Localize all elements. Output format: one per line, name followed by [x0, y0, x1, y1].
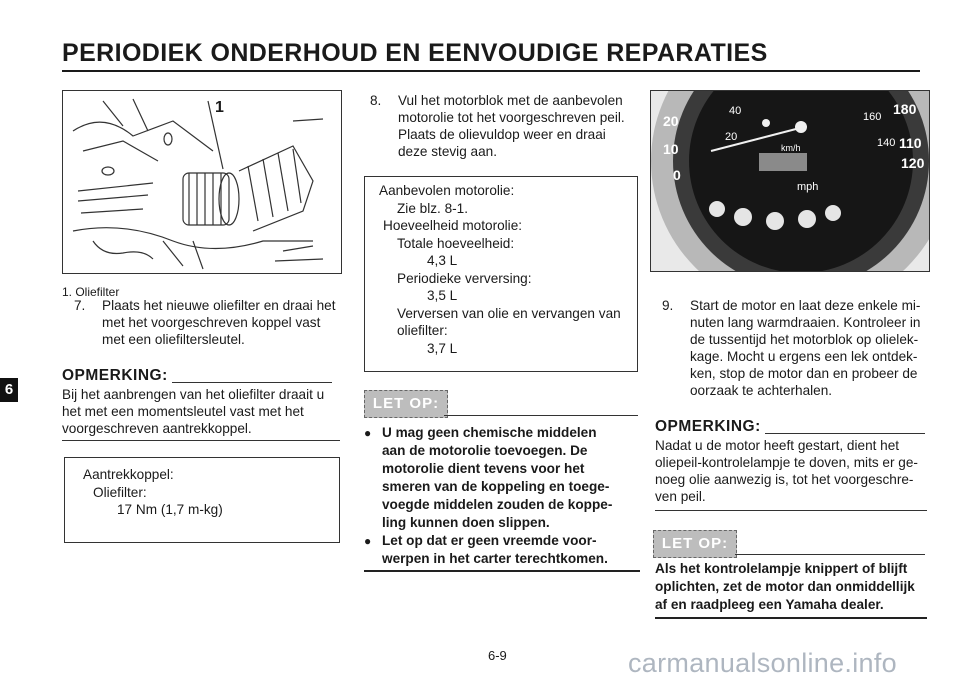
step-7-line: met een oliefiltersleutel. — [102, 332, 245, 347]
step-9-line: ken, stop de motor dan en probeer de — [690, 366, 918, 381]
caution-mid-line: werpen in het carter terechtkomen. — [382, 551, 608, 566]
oil-spec-line: 3,7 L — [427, 340, 458, 356]
page-title: PERIODIEK ONDERHOUD EN EENVOUDIGE REPARATIES — [62, 39, 768, 67]
speedometer-figure — [650, 90, 930, 272]
figure-caption: 1. Oliefilter — [62, 285, 120, 299]
note-right-line: noeg olie aanwezig is, tot het voorgeschre- — [655, 472, 914, 487]
note-right-body — [655, 437, 945, 505]
gauge-label: 110 — [899, 135, 922, 151]
gauge-label: 120 — [901, 155, 925, 171]
caution-mid-end-rule — [364, 570, 640, 572]
oil-spec-line: Periodieke verversing: — [397, 270, 532, 286]
note-left-line: het met een momentsleutel vast met het — [62, 404, 304, 419]
caution-right-end-rule — [655, 617, 927, 619]
bullet-dot-icon: ● — [364, 534, 372, 548]
caution-mid-line: U mag geen chemische middelen — [382, 425, 597, 440]
oil-spec-line: Totale hoeveelheid: — [397, 235, 515, 251]
caution-right-line: Als het kontrolelampje knippert of blijft — [655, 561, 908, 576]
caution-right-rule — [735, 554, 925, 555]
caution-mid-line: smeren van de koppeling en toege- — [382, 479, 610, 494]
step-9-line: Start de motor en laat deze enkele mi- — [690, 298, 921, 313]
note-right-heading: OPMERKING: — [655, 418, 761, 435]
step-7-line: Plaats het nieuwe oliefilter en draai het — [102, 298, 336, 313]
step-9-line: nuten lang warmdraaien. Kontroleer in — [690, 315, 921, 330]
step-9-line: oorzaak te achterhalen. — [690, 383, 833, 398]
caution-mid-line: ling kunnen doen slippen. — [382, 515, 550, 530]
caution-mid-bullet — [364, 532, 642, 568]
step-7-line: met het voorgeschreven koppel vast — [102, 315, 321, 330]
note-right-heading-rule — [765, 433, 925, 434]
oil-spec-line: oliefilter: — [397, 323, 448, 338]
torque-value: 17 Nm (1,7 m-kg) — [117, 502, 223, 517]
caution-mid-line: motorolie dient tevens voor het — [382, 461, 585, 476]
gauge-label: 160 — [863, 111, 882, 123]
caution-right-body — [655, 560, 940, 614]
caution-mid-rule — [444, 415, 638, 416]
step-7-number: 7. — [74, 298, 86, 313]
step-9-line: kage. Mocht u ergens een lek ontdek- — [690, 349, 918, 364]
caution-mid-list — [364, 424, 642, 568]
figure-callout: 1 — [215, 99, 224, 116]
caution-right-line: oplichten, zet de motor dan onmiddellijk — [655, 579, 915, 594]
step-8-line: motorolie tot het voorgeschreven peil. — [398, 110, 625, 125]
gauge-label: 0 — [673, 167, 681, 183]
gauge-label: 10 — [663, 141, 679, 157]
caution-right-line: af en raadpleeg een Yamaha dealer. — [655, 597, 884, 612]
note-left-heading: OPMERKING: — [62, 367, 168, 384]
note-right-line: oliepeil-kontrolelampje te doven, mits er ge- — [655, 455, 918, 470]
oil-filter-figure — [62, 90, 342, 274]
torque-item: Oliefilter: — [93, 484, 147, 500]
oil-spec-line: Aanbevolen motorolie: — [379, 183, 515, 198]
note-right-end-rule — [655, 510, 927, 511]
note-left-line: Bij het aanbrengen van het oliefilter draait u — [62, 387, 325, 402]
caution-mid-line: aan de motorolie toevoegen. De — [382, 443, 588, 458]
section-tab: 6 — [0, 378, 18, 402]
gauge-label: 40 — [729, 105, 742, 117]
oil-filter-illustration — [63, 91, 341, 273]
step-9 — [662, 297, 932, 399]
oil-spec-line: Verversen van olie en vervangen van — [397, 305, 621, 321]
caution-mid-line: voegde middelen zouden de koppe- — [382, 497, 613, 512]
caution-mid-bullet — [364, 424, 642, 532]
oil-spec-line: 4,3 L — [427, 253, 458, 268]
note-right-line: Nadat u de motor heeft gestart, dient het — [655, 438, 900, 453]
torque-box — [64, 457, 340, 543]
watermark: carmanualsonline.info — [628, 648, 897, 678]
step-9-line: de tussentijd het motorblok op olielek- — [690, 332, 919, 347]
torque-label: Aantrekkoppel: — [83, 467, 174, 482]
bullet-dot-icon: ● — [364, 426, 372, 440]
note-left-end-rule — [62, 440, 340, 441]
gauge-label: mph — [797, 181, 819, 193]
gauge-label: 140 — [877, 137, 896, 149]
gauge-label: km/h — [781, 143, 801, 153]
caution-mid-line: Let op dat er geen vreemde voor- — [382, 533, 597, 548]
caution-label-mid: LET OP: — [364, 390, 448, 418]
note-left-body — [62, 386, 352, 437]
step-8-line: Plaats de olievuldop weer en draai — [398, 127, 606, 142]
gauge-label: 20 — [725, 131, 738, 143]
gauge-label: 20 — [663, 113, 679, 129]
step-7 — [74, 297, 344, 348]
speedometer-illustration — [651, 91, 929, 271]
oil-spec-line: 3,5 L — [427, 288, 458, 303]
note-right-line: ven peil. — [655, 489, 706, 504]
note-left-heading-rule — [172, 382, 332, 383]
gauge-label: 180 — [893, 101, 917, 117]
step-8-number: 8. — [370, 93, 382, 108]
title-rule — [62, 70, 920, 72]
step-8-line: Vul het motorblok met de aanbevolen — [398, 93, 623, 108]
caution-label-right: LET OP: — [653, 530, 737, 558]
oil-spec-line: Zie blz. 8-1. — [397, 200, 469, 216]
page-number: 6-9 — [488, 648, 507, 663]
note-left-line: voorgeschreven aantrekkoppel. — [62, 421, 252, 436]
step-8-line: deze stevig aan. — [398, 144, 497, 159]
oil-spec-box — [364, 176, 638, 372]
oil-spec-line: Hoeveelheid motorolie: — [383, 218, 523, 233]
step-8 — [370, 92, 642, 160]
step-9-number: 9. — [662, 298, 674, 313]
